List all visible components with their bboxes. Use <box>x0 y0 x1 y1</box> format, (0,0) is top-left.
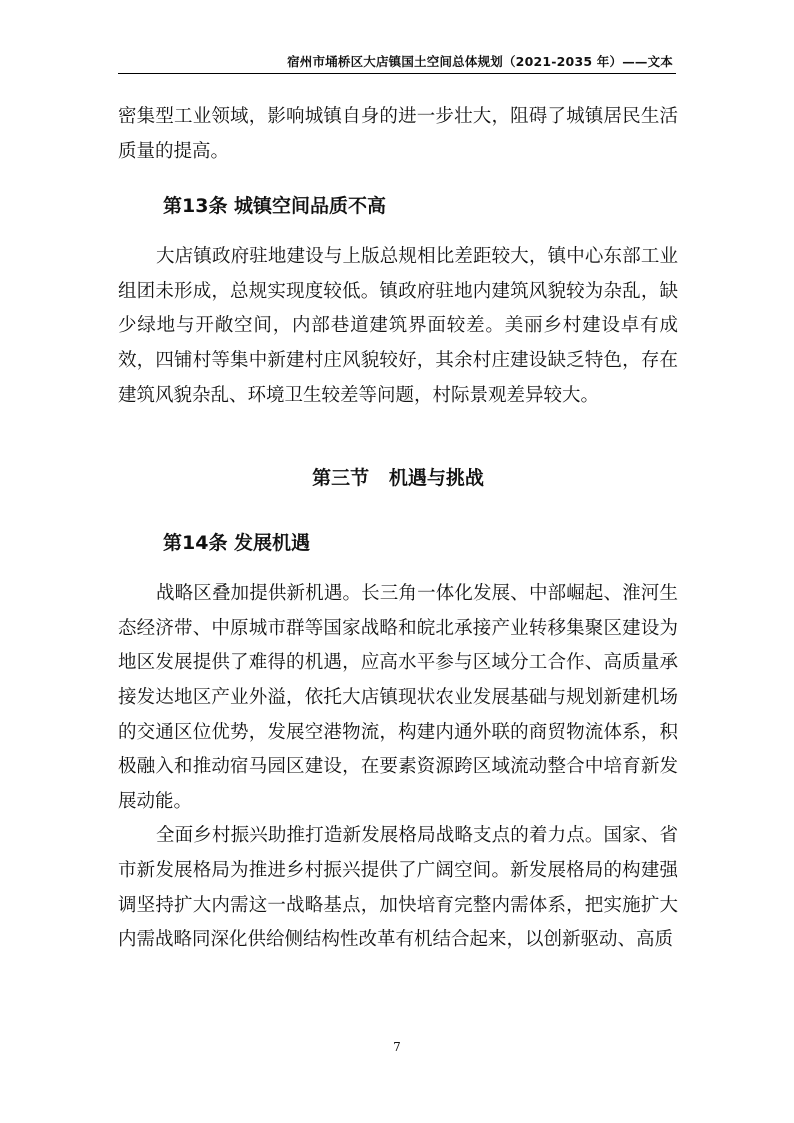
document-header-title: 宿州市埇桥区大店镇国土空间总体规划（2021-2035 年）——文本 <box>287 54 673 69</box>
continuation-paragraph: 密集型工业领域，影响城镇自身的进一步壮大，阻碍了城镇居民生活质量的提高。 <box>118 106 678 162</box>
page-number: 7 <box>393 1040 401 1054</box>
page-body <box>118 100 678 958</box>
article-13-heading: 第13条 城镇空间品质不高 <box>163 195 387 218</box>
article-14-paragraph-1: 战略区叠加提供新机遇。长三角一体化发展、中部崛起、淮河生态经济带、中原城市群等国家战略和皖北承接产业转移集聚区建设为地区发展提供了难得的机遇，应高水平参与区域分工合作、高质量承接发达地区产业外溢，依托大店镇现状农业发展基础与规划新建机场的交通区位优势，发展空港物流，构建内通外联的商贸物流体系，积极融入和推动宿马园区建设，在要素资源跨区域流动整合中培育新发展动能。 <box>118 583 678 812</box>
header-divider <box>118 73 676 74</box>
article-13-paragraph: 大店镇政府驻地建设与上版总规相比差距较大，镇中心东部工业组团未形成，总规实现度较低。镇政府驻地内建筑风貌较为杂乱，缺少绿地与开敞空间，内部巷道建筑界面较差。美丽乡村建设卓有成效，四铺村等集中新建村庄风貌较好，其余村庄建设缺乏特色，存在建筑风貌杂乱、环境卫生较差等问题，村际景观差异较大。 <box>118 246 678 406</box>
article-14-heading: 第14条 发展机遇 <box>163 532 311 555</box>
article-14-paragraph-2: 全面乡村振兴助推打造新发展格局战略支点的着力点。国家、省市新发展格局为推进乡村振兴提供了广阔空间。新发展格局的构建强调坚持扩大内需这一战略基点，加快培育完整内需体系，把实施扩大内需战略同深化供给侧结构性改革有机结合起来，以创新驱动、高质 <box>118 825 678 951</box>
section-3-heading: 第三节 机遇与挑战 <box>312 467 484 490</box>
